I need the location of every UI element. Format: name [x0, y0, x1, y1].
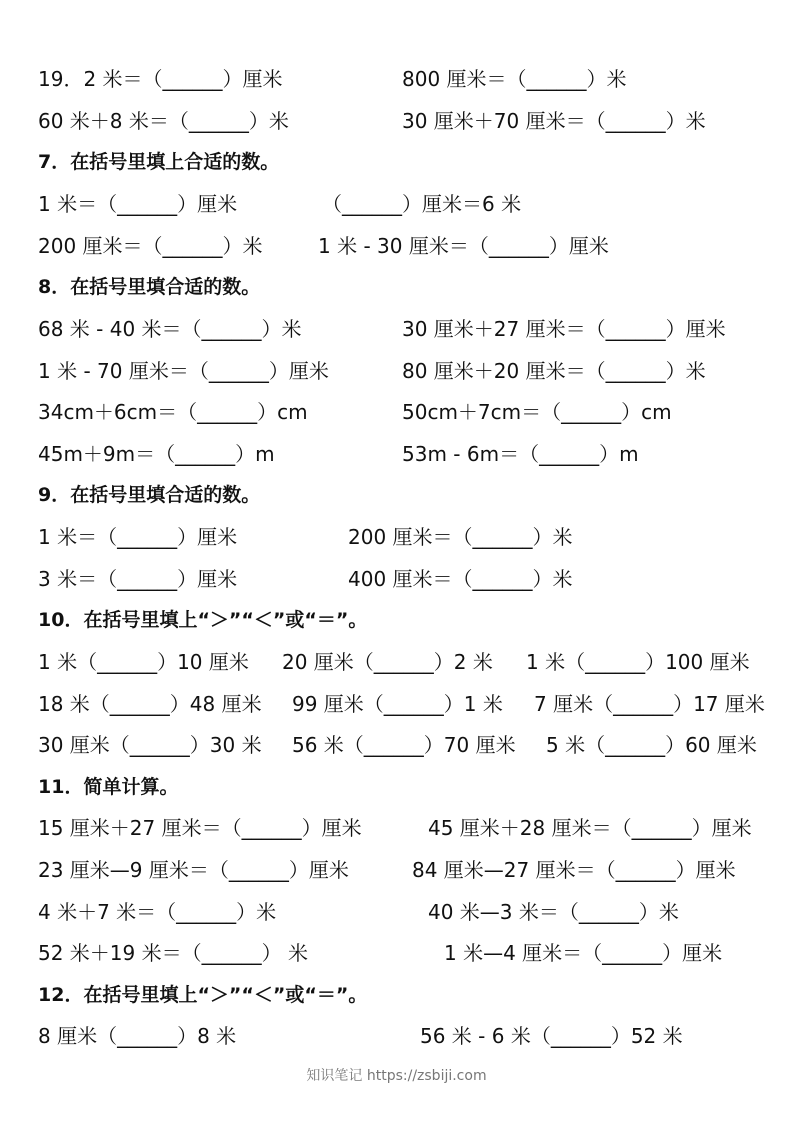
section-heading	[0, 147, 793, 177]
section-heading	[0, 480, 793, 510]
heading-text: 8．在括号里填合适的数。	[38, 276, 261, 298]
exercise-row	[0, 397, 793, 427]
exercise-item: 200 厘米＝（______）米	[348, 525, 573, 549]
exercise-item: （______）厘米＝6 米	[322, 192, 522, 216]
exercise-item: 5 米（______）60 厘米	[546, 733, 757, 757]
heading-text: 12．在括号里填上“＞”“＜”或“＝”。	[38, 984, 368, 1006]
exercise-item: 1 米（______）10 厘米	[38, 650, 249, 674]
section-heading	[0, 980, 793, 1010]
exercise-item: 45 厘米＋28 厘米＝（______）厘米	[428, 816, 752, 840]
section-heading	[0, 272, 793, 302]
exercise-row	[0, 356, 793, 386]
exercise-item: 30 厘米＋70 厘米＝（______）米	[402, 109, 706, 133]
heading-text: 11．简单计算。	[38, 776, 179, 798]
exercise-row	[0, 522, 793, 552]
exercise-item: 4 米＋7 米＝（______）米	[38, 900, 277, 924]
exercise-item: 80 厘米＋20 厘米＝（______）米	[402, 359, 706, 383]
exercise-item: 18 米（______）48 厘米	[38, 692, 262, 716]
exercise-item: 400 厘米＝（______）米	[348, 567, 573, 591]
exercise-row	[0, 813, 793, 843]
footer-watermark: 知识笔记 https://zsbiji.com	[306, 1068, 487, 1084]
exercise-row	[0, 647, 793, 677]
heading-text: 10．在括号里填上“＞”“＜”或“＝”。	[38, 609, 368, 631]
exercise-item: 45m＋9m＝（______）m	[38, 442, 275, 466]
exercise-item: 60 米＋8 米＝（______）米	[38, 109, 289, 133]
exercise-item: 56 米（______）70 厘米	[292, 733, 516, 757]
exercise-row	[0, 689, 793, 719]
exercise-item: 1 米 - 30 厘米＝（______）厘米	[318, 234, 609, 258]
exercise-row	[0, 106, 793, 136]
exercise-item: 52 米＋19 米＝（______） 米	[38, 941, 308, 965]
heading-text: 7．在括号里填上合适的数。	[38, 151, 280, 173]
exercise-item: 84 厘米—27 厘米＝（______）厘米	[412, 858, 736, 882]
exercise-row	[0, 1021, 793, 1051]
exercise-row	[0, 855, 793, 885]
exercise-item: 200 厘米＝（______）米	[38, 234, 263, 258]
exercise-item: 40 米—3 米＝（______）米	[428, 900, 679, 924]
exercise-item: 30 厘米（______）30 米	[38, 733, 262, 757]
exercise-item: 53m - 6m＝（______）m	[402, 442, 639, 466]
exercise-item: 20 厘米（______）2 米	[282, 650, 493, 674]
exercise-row	[0, 730, 793, 760]
exercise-item: 56 米 - 6 米（______）52 米	[420, 1024, 683, 1048]
exercise-row	[0, 938, 793, 968]
exercise-item: 8 厘米（______）8 米	[38, 1024, 237, 1048]
exercise-row	[0, 897, 793, 927]
exercise-row	[0, 564, 793, 594]
section-heading	[0, 605, 793, 635]
heading-text: 9．在括号里填合适的数。	[38, 484, 261, 506]
exercise-item: 800 厘米＝（______）米	[402, 67, 627, 91]
exercise-item: 34cm＋6cm＝（______）cm	[38, 400, 308, 424]
exercise-item: 50cm＋7cm＝（______）cm	[402, 400, 672, 424]
exercise-item: 7 厘米（______）17 厘米	[534, 692, 765, 716]
exercise-item: 1 米 - 70 厘米＝（______）厘米	[38, 359, 329, 383]
exercise-item: 1 米＝（______）厘米	[38, 192, 238, 216]
exercise-item: 99 厘米（______）1 米	[292, 692, 503, 716]
section-heading	[0, 772, 793, 802]
exercise-item: 15 厘米＋27 厘米＝（______）厘米	[38, 816, 362, 840]
exercise-row	[0, 231, 793, 261]
exercise-item: 3 米＝（______）厘米	[38, 567, 238, 591]
exercise-item: 23 厘米—9 厘米＝（______）厘米	[38, 858, 349, 882]
exercise-row	[0, 64, 793, 94]
exercise-item: 1 米—4 厘米＝（______）厘米	[444, 941, 723, 965]
exercise-row	[0, 314, 793, 344]
exercise-item: 19．2 米＝（______）厘米	[38, 67, 283, 91]
exercise-row	[0, 189, 793, 219]
exercise-row	[0, 439, 793, 469]
exercise-item: 1 米（______）100 厘米	[526, 650, 750, 674]
exercise-item: 68 米 - 40 米＝（______）米	[38, 317, 302, 341]
exercise-item: 1 米＝（______）厘米	[38, 525, 238, 549]
exercise-item: 30 厘米＋27 厘米＝（______）厘米	[402, 317, 726, 341]
